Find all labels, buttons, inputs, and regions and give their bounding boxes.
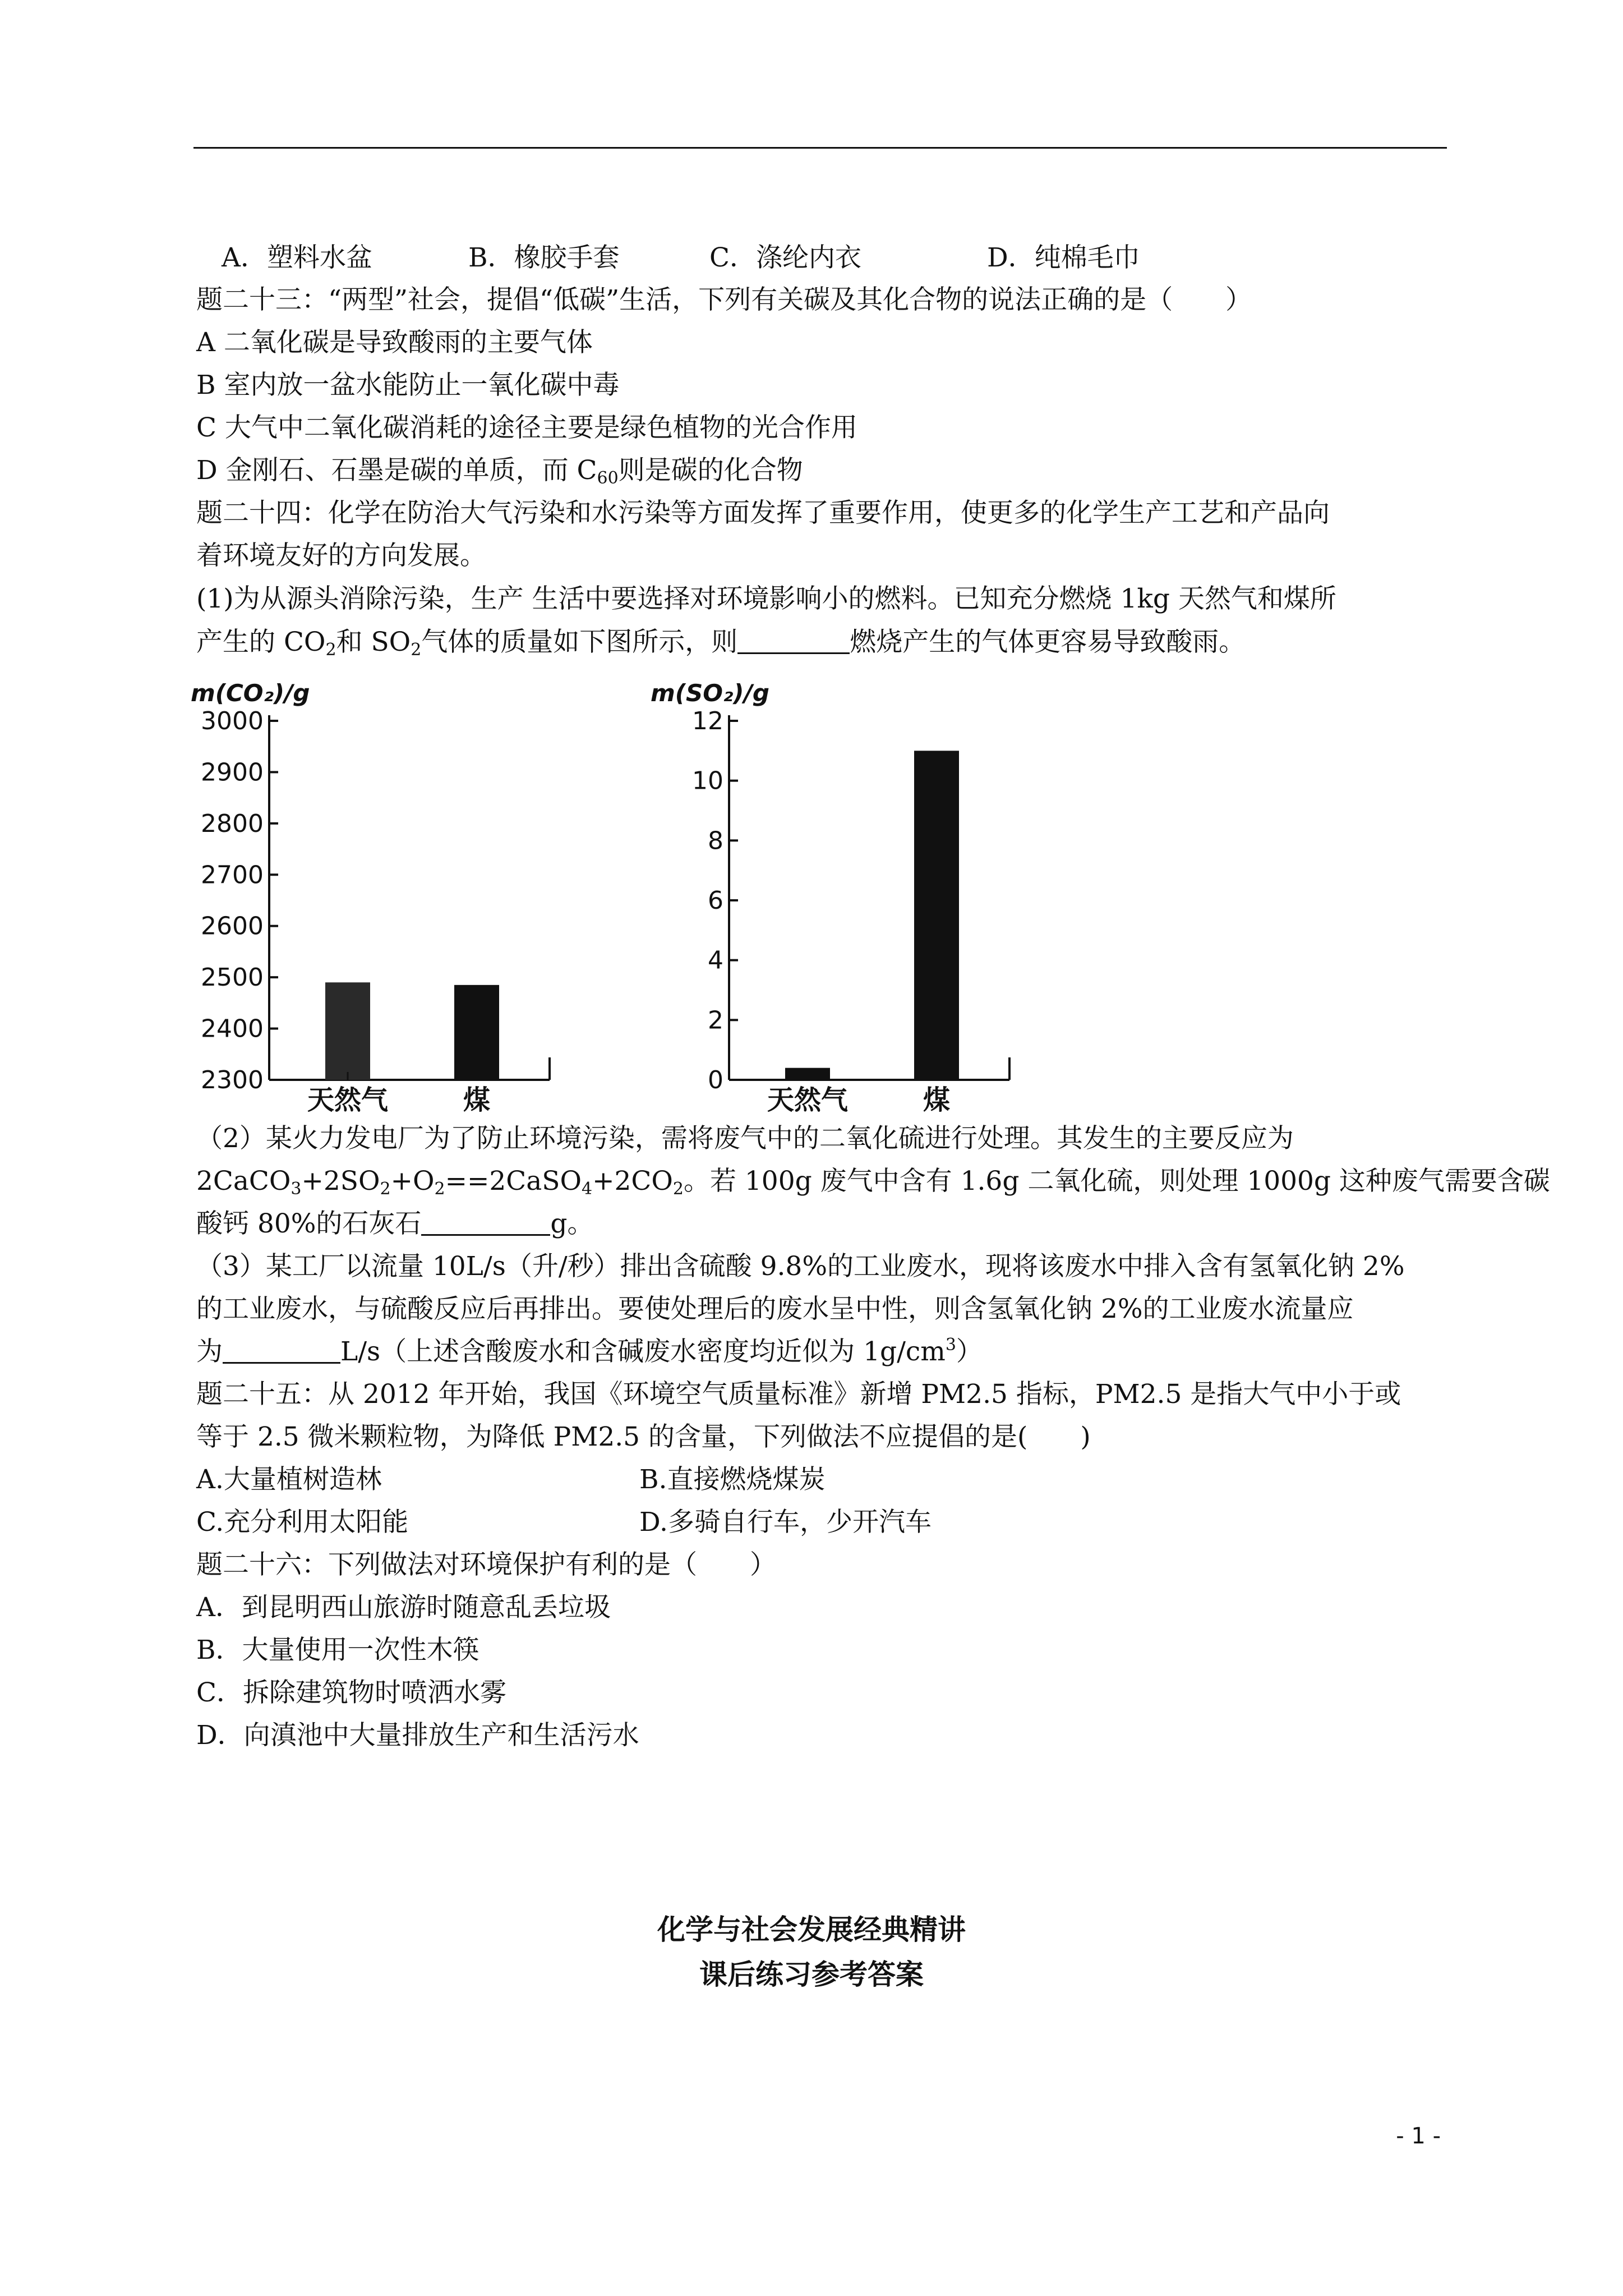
q26-option-a: A．到昆明西山旅游时随意乱丢垃圾 [196, 1592, 611, 1623]
q25-option-b: B.直接燃烧煤炭 [639, 1464, 826, 1495]
q25-option-d: D.多骑自行车，少开汽车 [639, 1507, 932, 1538]
y-tick-label: 3000 [201, 707, 264, 735]
answer-blank-flow[interactable] [223, 1333, 340, 1364]
q24-part1-line1: (1)为从源头消除污染，生产 生活中要选择对环境影响小的燃料。已知充分燃烧 1kg 天然气和煤所 [196, 583, 1336, 614]
q26-option-b: B．大量使用一次性木筷 [196, 1635, 479, 1665]
q22-option-d: D．纯棉毛巾 [987, 242, 1140, 273]
q25-option-a: A.大量植树造林 [196, 1464, 382, 1495]
q24-stem-2: 着环境友好的方向发展。 [196, 540, 486, 571]
y-tick-label: 2500 [201, 963, 264, 992]
y-tick-label: 8 [708, 826, 723, 855]
y-tick-label: 4 [708, 946, 723, 975]
q24-part3-line3: 为 L/s（上述含酸废水和含碱废水密度均近似为 $1g/cm^3$） [196, 1332, 1447, 1372]
header-rule [193, 147, 1447, 149]
y-tick-label: 2400 [201, 1014, 264, 1043]
y-tick-label: 10 [692, 766, 723, 795]
q24-part3-line1: （3）某工厂以流量 10L/s（升/秒）排出含硫酸 9.8%的工业废水，现将该废水中排入含有氢氧化钠 2% [196, 1251, 1405, 1282]
q24-part2-line2: $2CaCO_3+2SO_2+O_2==2CaSO_4+2CO_2$。若 100g 废气中含有 1.6g 二氧化硫，则处理 1000g 这种废气需要含碳 [196, 1166, 1550, 1199]
so2-bar-chart [645, 676, 1038, 1114]
y-tick-label: 0 [708, 1066, 723, 1094]
q25-stem-1: 题二十五：从 2012 年开始，我国《环境空气质量标准》新增 PM2.5 指标，PM2.5 是指大气中小于或 [196, 1379, 1401, 1410]
category-label: 煤 [463, 1084, 491, 1114]
q24-part1-line2: 产生的 $CO_2$和 $SO_2$气体的质量如下图所示，则 燃烧产生的气体更容易导致酸雨。 [196, 623, 1447, 662]
y-tick-label: 2 [708, 1006, 723, 1035]
answer-blank-fuel[interactable] [737, 623, 850, 654]
category-label: 煤 [923, 1084, 951, 1114]
q26-stem: 题二十六：下列做法对环境保护有利的是（ ） [196, 1549, 776, 1580]
q24-stem-1: 题二十四：化学在防治大气污染和水污染等方面发挥了重要作用，使更多的化学生产工艺和产品向 [196, 498, 1330, 528]
q26-option-c: C．拆除建筑物时喷洒水雾 [196, 1677, 506, 1708]
bar-natural-gas [325, 982, 370, 1080]
co2-bar-chart [185, 676, 578, 1114]
y-tick-label: 2700 [201, 861, 264, 890]
y-tick-label: 2800 [201, 809, 264, 838]
y-tick-label: 2600 [201, 912, 264, 941]
q23-option-b: B 室内放一盆水能防止一氧化碳中毒 [196, 370, 620, 401]
y-axis-label: m(CO₂)/g [191, 679, 310, 707]
q24-part2-line1: （2）某火力发电厂为了防止环境污染，需将废气中的二氧化硫进行处理。其发生的主要反应为 [196, 1123, 1294, 1154]
category-label: 天然气 [307, 1084, 389, 1114]
q25-option-c: C.充分利用太阳能 [196, 1507, 409, 1538]
q23-stem: 题二十三：“两型”社会，提倡“低碳”生活，下列有关碳及其化合物的说法正确的是（ ） [196, 284, 1252, 315]
q26-option-d: D．向滇池中大量排放生产和生活污水 [196, 1720, 639, 1751]
q23-option-c: C 大气中二氧化碳消耗的途径主要是绿色植物的光合作用 [196, 412, 857, 443]
bar-coal [914, 751, 959, 1080]
q24-part2-line3: 酸钙 80%的石灰石 g。 [196, 1204, 1447, 1244]
q24-part3-line2: 的工业废水，与硫酸反应后再排出。要使处理后的废水呈中性，则含氢氧化钠 2%的工业废水流量应 [196, 1294, 1354, 1324]
q22-option-a: A．塑料水盆 [222, 242, 372, 273]
y-tick-label: 6 [708, 886, 723, 915]
answer-section-subtitle: 课后练习参考答案 [699, 1958, 924, 1991]
answer-blank-limestone[interactable] [421, 1205, 550, 1236]
q22-option-b: B．橡胶手套 [468, 242, 620, 273]
y-tick-label: 2900 [201, 758, 264, 787]
y-tick-label: 12 [692, 707, 723, 735]
q25-row-1 [196, 1460, 1447, 1499]
y-axis-label: m(SO₂)/g [651, 679, 769, 707]
q25-stem-2: 等于 2.5 微米颗粒物，为降低 PM2.5 的含量，下列做法不应提倡的是( ) [196, 1421, 1091, 1452]
answer-section-title: 化学与社会发展经典精讲 [657, 1913, 966, 1946]
bar-coal [454, 985, 499, 1080]
q25-row-2 [196, 1503, 1447, 1542]
page-number: - 1 - [1396, 2123, 1441, 2149]
q23-option-a: A 二氧化碳是导致酸雨的主要气体 [196, 327, 593, 358]
q22-option-c: C．涤纶内衣 [709, 242, 861, 273]
category-label: 天然气 [767, 1084, 849, 1114]
q23-option-d: D 金刚石、石墨是碳的单质，而 $C_{60}$则是碳的化合物 [196, 455, 803, 488]
y-tick-label: 2300 [201, 1066, 264, 1094]
reaction-equation: $2CaCO_3+2SO_2+O_2==2CaSO_4+2CO_2$ [196, 1166, 684, 1199]
